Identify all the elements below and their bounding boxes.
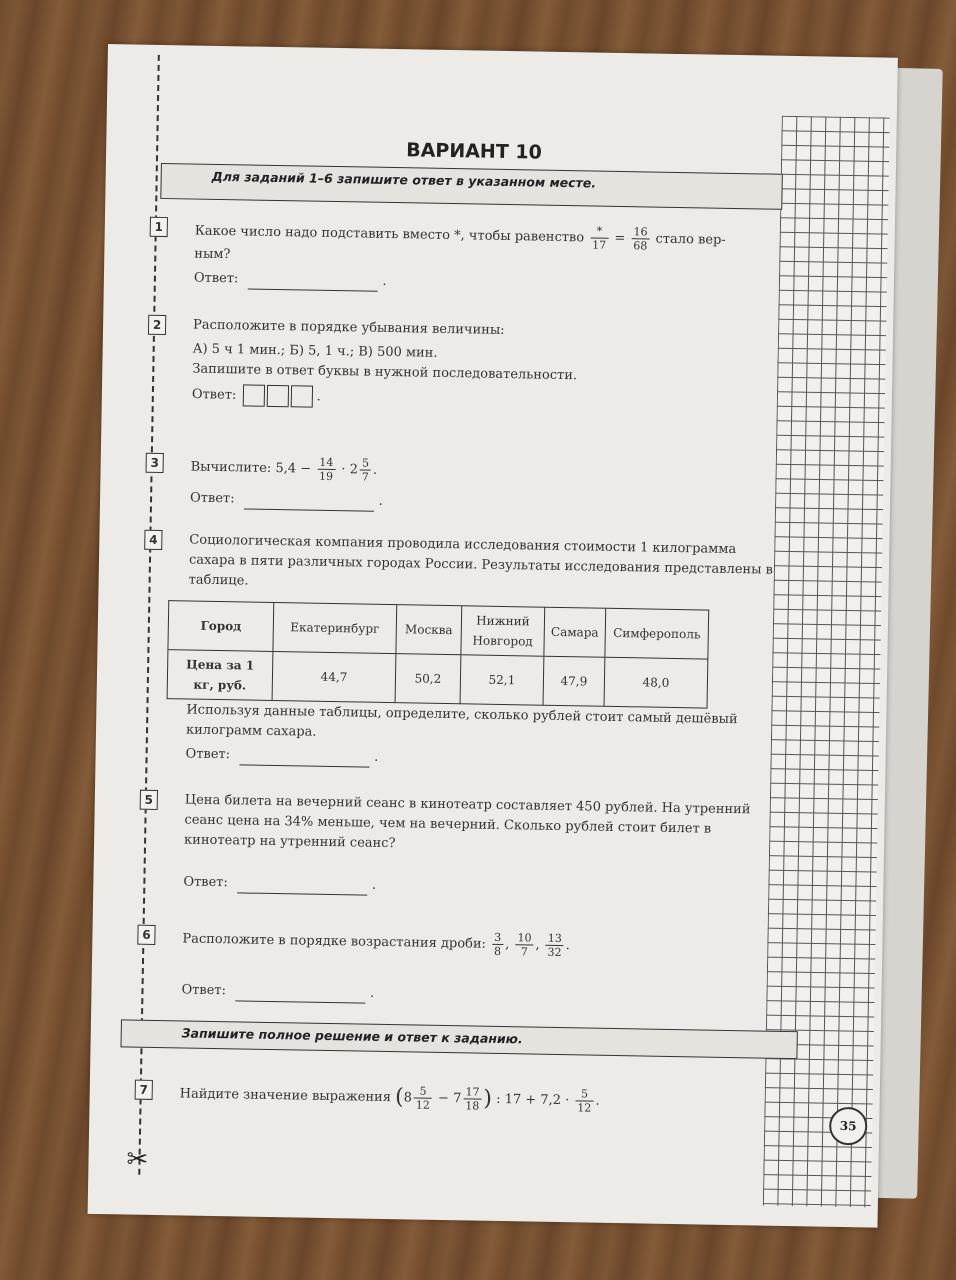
fraction: $\frac{5}{7}$ (361, 456, 370, 484)
task-number: 1 (150, 217, 168, 237)
task-text: Социологическая компания проводила исследования стоимости 1 килограмма сахара в пяти различных городах России. Результаты исследования представлены в таблице. (188, 532, 774, 589)
fraction: $\frac{14}{19}$ (318, 455, 334, 483)
worksheet-page (88, 44, 898, 1228)
answer-label: Ответ: (193, 270, 239, 287)
answer-field[interactable] (238, 892, 368, 895)
price-table (167, 600, 710, 708)
task-text: Цена билета на вечерний сеанс в кинотеатр составляет 450 рублей. На утренний сеанс цена на 34% меньше, чем на вечерний. Сколько рублей стоит билет в кинотеатр на утренний сеанс? (183, 792, 751, 852)
answer-label: Ответ: (183, 874, 228, 891)
fraction: $\frac{13}{32}$ (547, 931, 562, 960)
fraction: $\frac{*}{17}$ (590, 224, 608, 251)
task-text: Расположите в порядке убывания величины: (192, 317, 505, 338)
answer-box[interactable] (266, 385, 288, 407)
instruction-banner-2 (120, 1019, 797, 1059)
fraction: $\frac{5}{12}$ (414, 1085, 432, 1112)
task-3: 3 Вычислите: 5,4 − $\frac{14}{19}$ · 2 $\frac{5}{7}$ . Ответ: . (146, 453, 771, 464)
task-number: 4 (144, 530, 162, 550)
task-4: 4 Социологическая компания проводила исследования стоимости 1 килограмма сахара в пяти различных городах России. Результаты исследования представлены в таблице. Город Екатеринбург Москва Нижний Новгород Самара Симферополь Цена за 1 кг, руб. 44,7 50,2 52,1 47,9 48,0 Используя данные таблицы, определите, сколько рублей стоит самый дешёвый килограмм сахара. Ответ: . (145, 530, 770, 541)
answer-box[interactable] (242, 384, 264, 406)
instruction-text: Для заданий 1–6 запишите ответ в указанном месте. (211, 168, 597, 191)
task-2: 2 Расположите в порядке убывания величины: А) 5 ч 1 мин.; Б) 5, 1 ч.; В) 500 мин. Запишите в ответ буквы в нужной последовательности. Ответ: . (148, 315, 773, 326)
task-number: 2 (148, 315, 166, 335)
table-row: Цена за 1 кг, руб. 44,7 50,2 52,1 47,9 48,0 (167, 650, 708, 708)
table-header-row: Город Екатеринбург Москва Нижний Новгород Самара Симферополь (168, 601, 709, 659)
task-text: Какое число надо подставить вместо *, чтобы равенство (194, 223, 585, 246)
task-text: Используя данные таблицы, определите, сколько рублей стоит самый дешёвый килограмм сахара. (185, 702, 738, 740)
task-5: 5 Цена билета на вечерний сеанс в кинотеатр составляет 450 рублей. На утренний сеанс цена на 34% меньше, чем на вечерний. Сколько рублей стоит билет в кинотеатр на утренний сеанс? Ответ: . (140, 790, 765, 801)
fraction: $\frac{16}{68}$ (633, 225, 648, 253)
fraction: $\frac{5}{12}$ (575, 1087, 593, 1114)
answer-field[interactable] (244, 508, 374, 511)
fraction: $\frac{3}{8}$ (493, 930, 502, 958)
task-7: 7 Найдите значение выражения (8 $\frac{5}{12}$ − 7 $\frac{17}{18}$ ) : 17 + 7,2 · $\frac{5}{12}$ . (135, 1080, 760, 1091)
task-number: 6 (137, 925, 155, 945)
fraction: $\frac{17}{18}$ (465, 1085, 480, 1113)
task-6: 6 Расположите в порядке возрастания дроби: $\frac{3}{8}$ , $\frac{10}{7}$ , $\frac{13}{32}$ . Ответ: . (138, 925, 763, 936)
task-number: 7 (135, 1080, 153, 1100)
answer-field[interactable] (236, 1000, 366, 1003)
page-number: 35 (829, 1107, 868, 1146)
task-text: ным? (194, 246, 231, 263)
task-number: 3 (146, 453, 164, 473)
scissors-icon: ✂ (126, 1144, 149, 1175)
instruction-banner (160, 163, 783, 210)
answer-field[interactable] (240, 764, 370, 767)
answer-label: Ответ: (189, 490, 235, 507)
task-number: 5 (140, 790, 158, 810)
answer-field[interactable] (248, 288, 378, 291)
answer-label: Ответ: (191, 387, 237, 403)
answer-label: Ответ: (185, 746, 231, 763)
task-text: Запишите в ответ буквы в нужной последовательности. (192, 361, 578, 384)
task-options: А) 5 ч 1 мин.; Б) 5, 1 ч.; В) 500 мин. (192, 341, 438, 361)
instruction-text: Запишите полное решение и ответ к заданию. (181, 1025, 523, 1047)
variant-title: ВАРИАНТ 10 (405, 139, 543, 164)
fraction: $\frac{10}{7}$ (515, 931, 533, 958)
task-1: 1 Какое число надо подставить вместо *, чтобы равенство $\frac{*}{17}$ = $\frac{16}{68}$ стало вер- ным? Ответ: . (150, 217, 775, 228)
answer-box[interactable] (290, 385, 312, 407)
answer-label: Ответ: (181, 982, 227, 999)
